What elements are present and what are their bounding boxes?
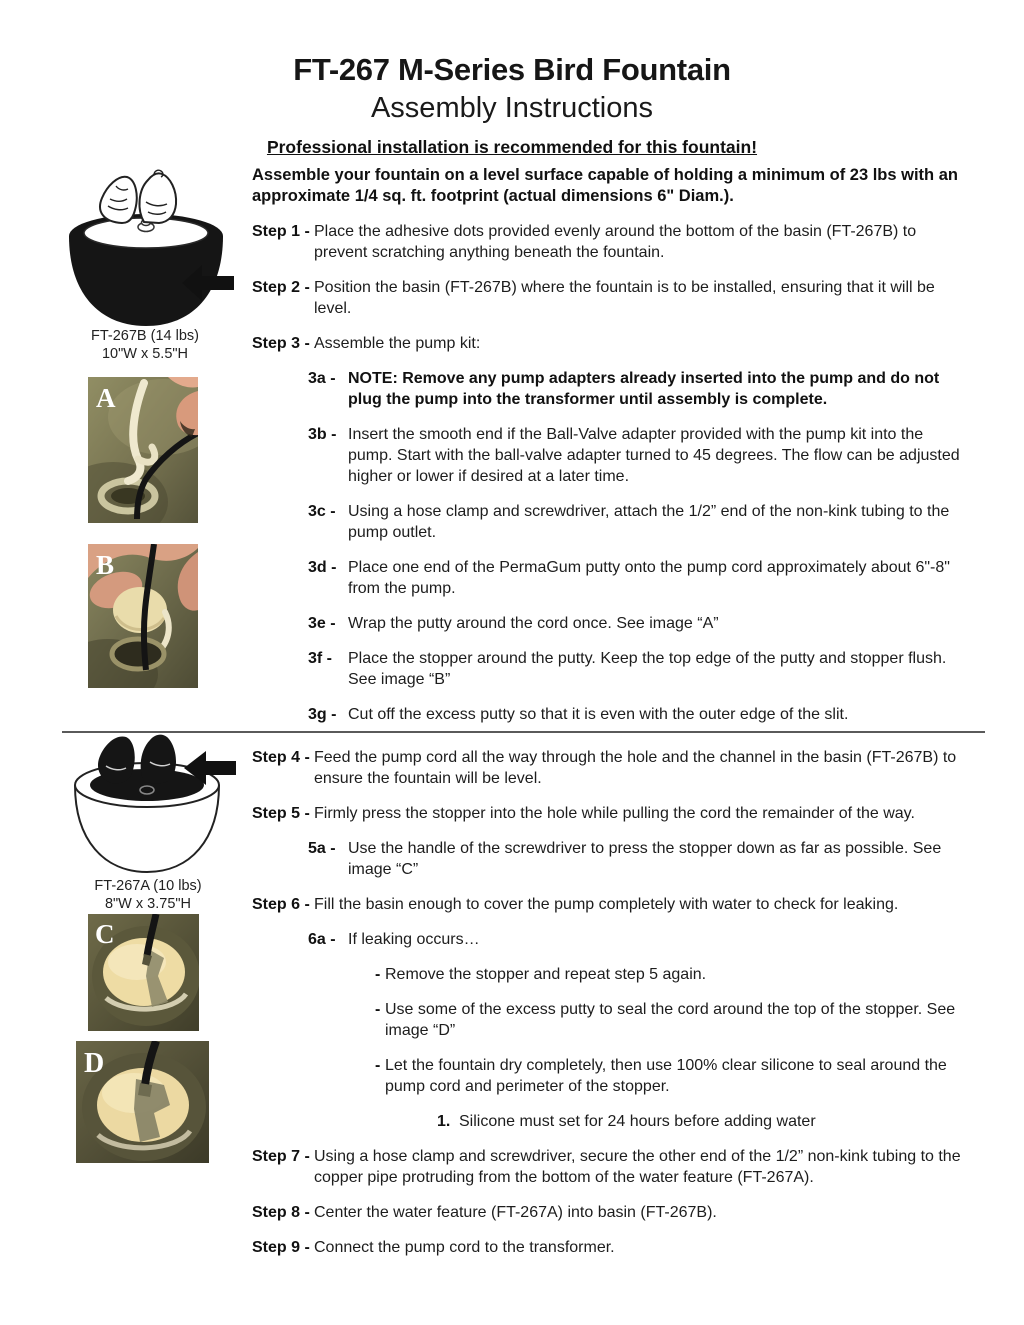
instruction-item bbox=[308, 613, 965, 634]
instruction-label: 3d - bbox=[308, 559, 337, 576]
instruction-label: Step 9 - bbox=[252, 1239, 310, 1256]
instruction-label: 5a - bbox=[308, 840, 336, 857]
basin-a-caption-line2: 8"W x 3.75"H bbox=[104, 896, 192, 912]
instruction-label: 3e - bbox=[308, 615, 336, 632]
instruction-item bbox=[375, 999, 965, 1041]
instruction-item bbox=[252, 803, 965, 824]
instruction-item bbox=[252, 747, 965, 789]
instruction-item bbox=[308, 704, 965, 725]
instruction-label: 6a - bbox=[308, 931, 336, 948]
instruction-item bbox=[252, 277, 965, 319]
photo-a bbox=[88, 377, 198, 523]
basin-b-caption bbox=[55, 327, 235, 363]
instruction-label: - bbox=[375, 1001, 381, 1018]
instruction-item bbox=[308, 838, 965, 880]
instruction-text: Use the handle of the screwdriver to press the stopper down as far as possible. See image “C” bbox=[348, 840, 942, 878]
instruction-text: Let the fountain dry completely, then use 100% clear silicone to seal around the pump cord and perimeter of the stopper. bbox=[385, 1057, 947, 1095]
photo-b-label: B bbox=[96, 550, 115, 580]
basin-b-caption-line2: 10"W x 5.5"H bbox=[101, 346, 189, 362]
page-subtitle: Assembly Instructions bbox=[370, 92, 654, 124]
instruction-text: Cut off the excess putty so that it is even with the outer edge of the slit. bbox=[348, 706, 849, 723]
photo-d-label: D bbox=[84, 1048, 105, 1079]
instruction-item bbox=[252, 333, 965, 354]
instruction-text: Using a hose clamp and screwdriver, attach the 1/2” end of the non-kink tubing to the pump outlet. bbox=[348, 503, 950, 541]
instruction-item bbox=[308, 929, 965, 950]
instruction-label: Step 8 - bbox=[252, 1204, 310, 1221]
instruction-label: Step 1 - bbox=[252, 223, 310, 240]
instruction-label: 1. bbox=[437, 1113, 451, 1130]
steps-section-bottom bbox=[252, 747, 965, 1258]
instruction-text: Use some of the excess putty to seal the cord around the top of the stopper. See image “D” bbox=[385, 1001, 956, 1039]
instruction-item bbox=[308, 368, 965, 410]
photo-c-label: C bbox=[95, 919, 115, 949]
instruction-label: 3c - bbox=[308, 503, 336, 520]
photo-c bbox=[88, 914, 199, 1031]
instruction-item bbox=[252, 1237, 965, 1258]
instruction-item bbox=[308, 557, 965, 599]
basin-a-illustration bbox=[58, 728, 236, 885]
instruction-label: 3g - bbox=[308, 706, 337, 723]
page-title: FT-267 M-Series Bird Fountain bbox=[293, 52, 731, 87]
instruction-text: Silicone must set for 24 hours before adding water bbox=[459, 1113, 816, 1130]
basin-b-illustration bbox=[58, 166, 234, 335]
instruction-text: If leaking occurs… bbox=[348, 931, 480, 948]
bird-fountain-drawing bbox=[58, 166, 234, 330]
instruction-label: Step 5 - bbox=[252, 805, 310, 822]
document-header bbox=[0, 52, 1024, 158]
instruction-item bbox=[252, 221, 965, 263]
steps-section-top bbox=[252, 221, 965, 725]
instruction-text: Fill the basin enough to cover the pump completely with water to check for leaking. bbox=[314, 896, 899, 913]
instructions-column bbox=[252, 165, 965, 1258]
instruction-item bbox=[252, 1146, 965, 1188]
instruction-text: Feed the pump cord all the way through the hole and the channel in the basin (FT-267B) to ensure the fountain will be level. bbox=[314, 749, 957, 787]
basin-a-caption-line1: FT-267A (10 lbs) bbox=[94, 878, 202, 894]
instruction-item bbox=[308, 424, 965, 487]
basin-a-caption bbox=[58, 877, 238, 913]
instruction-label: Step 6 - bbox=[252, 896, 310, 913]
instruction-label: Step 4 - bbox=[252, 749, 310, 766]
instruction-label: 3f - bbox=[308, 650, 332, 667]
instruction-text: Position the basin (FT-267B) where the fountain is to be installed, ensuring that it will be level. bbox=[314, 279, 935, 317]
instruction-text: Insert the smooth end if the Ball-Valve adapter provided with the pump kit into the pump. Start with the ball-valve adapter turned to 45 degrees. The flow can be adjusted higher or lower if desired at a later time. bbox=[348, 426, 960, 485]
photo-b bbox=[88, 544, 198, 688]
instruction-label: - bbox=[375, 966, 381, 983]
instruction-text: Place the stopper around the putty. Keep the top edge of the putty and stopper flush. See image “B” bbox=[348, 650, 947, 688]
instruction-label: 3a - bbox=[308, 370, 336, 387]
instruction-text: Place the adhesive dots provided evenly around the bottom of the basin (FT-267B) to prevent scratching anything beneath the fountain. bbox=[314, 223, 917, 261]
water-feature-drawing bbox=[58, 728, 236, 880]
instruction-text: Using a hose clamp and screwdriver, secure the other end of the 1/2” non-kink tubing to the copper pipe protruding from the bottom of the water feature (FT-267A). bbox=[314, 1148, 961, 1186]
instruction-item bbox=[308, 648, 965, 690]
installation-notice: Professional installation is recommended for this fountain! bbox=[266, 137, 758, 157]
instruction-item bbox=[375, 1055, 965, 1097]
instruction-text: Connect the pump cord to the transformer. bbox=[314, 1239, 615, 1256]
instruction-label: - bbox=[375, 1057, 381, 1074]
intro-paragraph: Assemble your fountain on a level surface capable of holding a minimum of 23 lbs with an approximate 1/4 sq. ft. footprint (actual dimensions 6" Diam.). bbox=[252, 166, 958, 205]
instruction-label: Step 7 - bbox=[252, 1148, 310, 1165]
instruction-text: Firmly press the stopper into the hole while pulling the cord the remainder of the way. bbox=[314, 805, 915, 822]
instruction-text: NOTE: Remove any pump adapters already inserted into the pump and do not plug the pump into the transformer until assembly is complete. bbox=[348, 370, 940, 408]
instruction-label: Step 2 - bbox=[252, 279, 310, 296]
section-divider bbox=[62, 731, 985, 733]
instruction-text: Remove the stopper and repeat step 5 again. bbox=[385, 966, 707, 983]
instruction-text: Wrap the putty around the cord once. See image “A” bbox=[348, 615, 719, 632]
instruction-text: Assemble the pump kit: bbox=[314, 335, 481, 352]
instruction-text: Place one end of the PermaGum putty onto the pump cord approximately about 6"-8" from the pump. bbox=[348, 559, 950, 597]
instruction-item bbox=[252, 894, 965, 915]
photo-d bbox=[76, 1041, 209, 1163]
instruction-text: Center the water feature (FT-267A) into basin (FT-267B). bbox=[314, 1204, 717, 1221]
instruction-label: Step 3 - bbox=[252, 335, 310, 352]
instruction-item bbox=[308, 501, 965, 543]
instruction-item bbox=[252, 1202, 965, 1223]
instruction-label: 3b - bbox=[308, 426, 337, 443]
instruction-item bbox=[437, 1111, 965, 1132]
basin-b-caption-line1: FT-267B (14 lbs) bbox=[91, 328, 199, 344]
instruction-item bbox=[375, 964, 965, 985]
photo-a-label: A bbox=[96, 383, 116, 413]
